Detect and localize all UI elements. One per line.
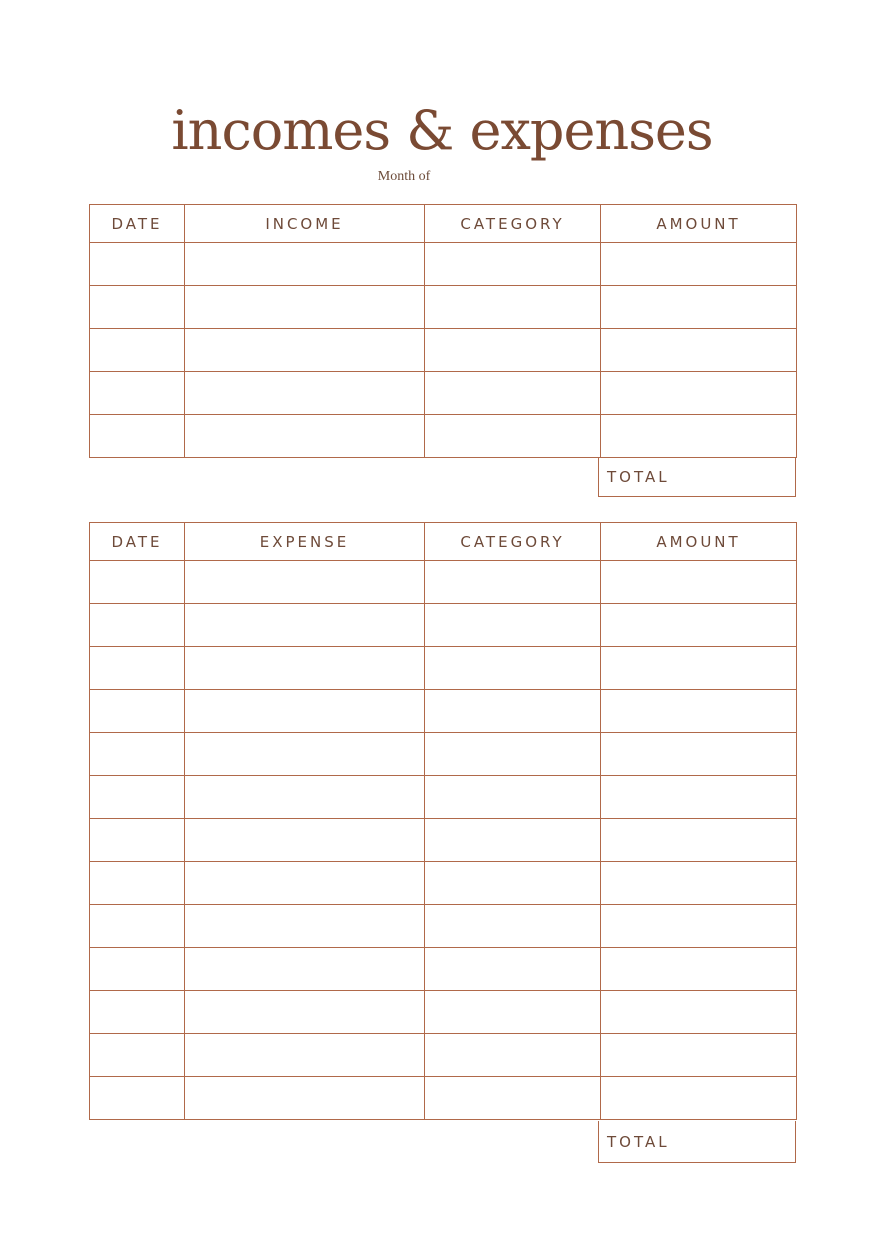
income-table-row xyxy=(90,243,797,286)
expense-category-cell[interactable] xyxy=(425,776,601,819)
expense-date-cell[interactable] xyxy=(90,948,185,991)
expense-amount-cell[interactable] xyxy=(601,647,797,690)
expense-header-date: DATE xyxy=(90,523,185,561)
income-item-cell[interactable] xyxy=(185,372,425,415)
expense-table-row xyxy=(90,819,797,862)
income-amount-cell[interactable] xyxy=(601,372,797,415)
expense-table-row xyxy=(90,604,797,647)
expense-table-row xyxy=(90,776,797,819)
expense-item-cell[interactable] xyxy=(185,948,425,991)
income-date-cell[interactable] xyxy=(90,286,185,329)
expense-date-cell[interactable] xyxy=(90,604,185,647)
income-amount-cell[interactable] xyxy=(601,329,797,372)
expense-table-row xyxy=(90,561,797,604)
expense-amount-cell[interactable] xyxy=(601,733,797,776)
income-header-amount: AMOUNT xyxy=(601,205,797,243)
expense-date-cell[interactable] xyxy=(90,1034,185,1077)
expense-header-amount: AMOUNT xyxy=(601,523,797,561)
income-total-cell[interactable] xyxy=(598,457,796,497)
income-item-cell[interactable] xyxy=(185,329,425,372)
expense-rows xyxy=(90,561,797,1120)
income-item-cell[interactable] xyxy=(185,243,425,286)
expense-item-cell[interactable] xyxy=(185,991,425,1034)
expense-category-cell[interactable] xyxy=(425,948,601,991)
income-header-income: INCOME xyxy=(185,205,425,243)
expense-table-row xyxy=(90,1034,797,1077)
expense-table-row xyxy=(90,690,797,733)
income-table-row xyxy=(90,329,797,372)
expense-header-row xyxy=(90,523,797,561)
expense-date-cell[interactable] xyxy=(90,647,185,690)
expense-date-cell[interactable] xyxy=(90,819,185,862)
expense-table-row xyxy=(90,647,797,690)
expense-category-cell[interactable] xyxy=(425,1077,601,1120)
income-amount-cell[interactable] xyxy=(601,286,797,329)
expense-table-row xyxy=(90,1077,797,1120)
expense-table-row xyxy=(90,948,797,991)
income-category-cell[interactable] xyxy=(425,372,601,415)
expense-table-row xyxy=(90,862,797,905)
expense-amount-cell[interactable] xyxy=(601,604,797,647)
expense-item-cell[interactable] xyxy=(185,647,425,690)
income-date-cell[interactable] xyxy=(90,243,185,286)
expense-amount-cell[interactable] xyxy=(601,991,797,1034)
expense-date-cell[interactable] xyxy=(90,991,185,1034)
expense-category-cell[interactable] xyxy=(425,561,601,604)
income-amount-cell[interactable] xyxy=(601,243,797,286)
expense-category-cell[interactable] xyxy=(425,604,601,647)
expense-date-cell[interactable] xyxy=(90,733,185,776)
month-label: Month of xyxy=(377,169,431,184)
expense-item-cell[interactable] xyxy=(185,604,425,647)
income-table-row xyxy=(90,415,797,458)
expense-table-row xyxy=(90,733,797,776)
expense-amount-cell[interactable] xyxy=(601,862,797,905)
income-header-date: DATE xyxy=(90,205,185,243)
expense-amount-cell[interactable] xyxy=(601,1034,797,1077)
income-date-cell[interactable] xyxy=(90,415,185,458)
expense-category-cell[interactable] xyxy=(425,1034,601,1077)
income-date-cell[interactable] xyxy=(90,329,185,372)
expense-table xyxy=(89,522,797,1120)
income-category-cell[interactable] xyxy=(425,415,601,458)
expense-category-cell[interactable] xyxy=(425,862,601,905)
income-amount-cell[interactable] xyxy=(601,415,797,458)
expense-item-cell[interactable] xyxy=(185,1034,425,1077)
expense-table-row xyxy=(90,991,797,1034)
expense-amount-cell[interactable] xyxy=(601,905,797,948)
expense-item-cell[interactable] xyxy=(185,862,425,905)
expense-item-cell[interactable] xyxy=(185,733,425,776)
expense-category-cell[interactable] xyxy=(425,819,601,862)
expense-total-label: TOTAL xyxy=(607,1132,670,1151)
expense-item-cell[interactable] xyxy=(185,1077,425,1120)
expense-item-cell[interactable] xyxy=(185,690,425,733)
expense-category-cell[interactable] xyxy=(425,733,601,776)
expense-header-expense: EXPENSE xyxy=(185,523,425,561)
expense-category-cell[interactable] xyxy=(425,991,601,1034)
expense-amount-cell[interactable] xyxy=(601,948,797,991)
income-item-cell[interactable] xyxy=(185,415,425,458)
income-table-row xyxy=(90,286,797,329)
expense-item-cell[interactable] xyxy=(185,776,425,819)
expense-date-cell[interactable] xyxy=(90,862,185,905)
income-rows xyxy=(90,243,797,458)
expense-item-cell[interactable] xyxy=(185,561,425,604)
expense-category-cell[interactable] xyxy=(425,905,601,948)
income-total-label: TOTAL xyxy=(607,467,670,486)
income-date-cell[interactable] xyxy=(90,372,185,415)
expense-amount-cell[interactable] xyxy=(601,561,797,604)
expense-category-cell[interactable] xyxy=(425,647,601,690)
income-category-cell[interactable] xyxy=(425,243,601,286)
expense-date-cell[interactable] xyxy=(90,1077,185,1120)
income-table-row xyxy=(90,372,797,415)
expense-header-category: CATEGORY xyxy=(425,523,601,561)
expense-date-cell[interactable] xyxy=(90,561,185,604)
income-header-category: CATEGORY xyxy=(425,205,601,243)
expense-date-cell[interactable] xyxy=(90,776,185,819)
expense-amount-cell[interactable] xyxy=(601,1077,797,1120)
expense-item-cell[interactable] xyxy=(185,819,425,862)
expense-amount-cell[interactable] xyxy=(601,690,797,733)
expense-amount-cell[interactable] xyxy=(601,776,797,819)
page-title: incomes & expenses xyxy=(171,99,713,162)
expense-category-cell[interactable] xyxy=(425,690,601,733)
income-category-cell[interactable] xyxy=(425,329,601,372)
income-header-row xyxy=(90,205,797,243)
expense-date-cell[interactable] xyxy=(90,905,185,948)
expense-amount-cell[interactable] xyxy=(601,819,797,862)
expense-total-cell[interactable] xyxy=(598,1121,796,1163)
expense-date-cell[interactable] xyxy=(90,690,185,733)
expense-table-row xyxy=(90,905,797,948)
expense-item-cell[interactable] xyxy=(185,905,425,948)
income-item-cell[interactable] xyxy=(185,286,425,329)
income-table xyxy=(89,204,797,458)
income-category-cell[interactable] xyxy=(425,286,601,329)
